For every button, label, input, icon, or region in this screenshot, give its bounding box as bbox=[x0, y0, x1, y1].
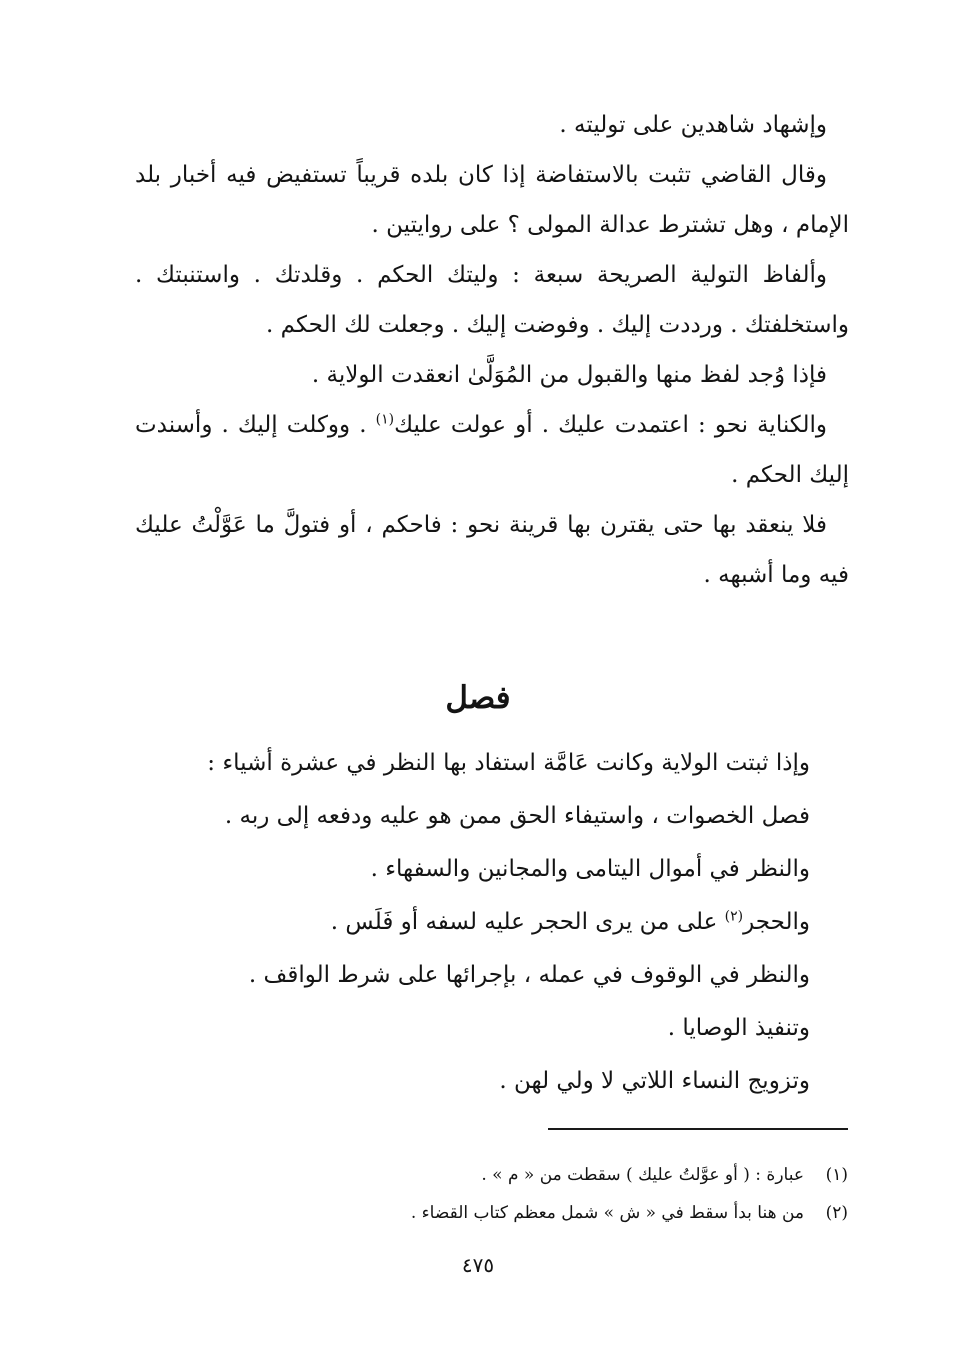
paragraph-explicit-words: وألفاظ التولية الصريحة سبعة : وليتك الحكم . وقلدتك . واستنبتك . واستخلفتك . ورددت إليك . وفوضت إليك . وجعلت لك الحكم . bbox=[135, 262, 849, 338]
hajr-text-start: والحجر bbox=[743, 909, 810, 935]
section-list bbox=[200, 737, 810, 1108]
list-item: والنظر في أموال اليتامى والمجانين والسفهاء . bbox=[370, 856, 810, 882]
paragraph-istifada: وقال القاضي تثبت بالاستفاضة إذا كان بلده قريباً تستفيض فيه أخبار بلد الإمام ، وهل تشترط عدالة المولى ؟ على روايتين . bbox=[135, 162, 849, 238]
footnote bbox=[300, 1194, 848, 1232]
kinaya-text-start: والكناية نحو : اعتمدت عليك . أو عولت عليك bbox=[394, 412, 827, 438]
footnote-text: عبارة : ( أو عوَّلتُ عليك ) سقطت من « م » . bbox=[481, 1165, 804, 1185]
list-item: فصل الخصوات ، واستيفاء الحق ممن هو عليه ودفعه إلى ربه . bbox=[224, 803, 810, 829]
section-intro: وإذا ثبتت الولاية وكانت عَامَّة استفاد بها النظر في عشرة أشياء : bbox=[207, 750, 810, 776]
list-item: والنظر في الوقوف في عمله ، بإجرائها على شرط الواقف . bbox=[248, 962, 810, 988]
main-text-block bbox=[135, 100, 849, 600]
footnote-ref-1: (١) bbox=[375, 411, 395, 428]
footnote-number: (٢) bbox=[825, 1203, 848, 1223]
paragraph-witnesses: وإشهاد شاهدين على توليته . bbox=[559, 112, 827, 138]
page-number: ٤٧٥ bbox=[461, 1253, 495, 1277]
kinaya-text-end: . ووكلت إليك . وأسندت إليك الحكم . bbox=[135, 412, 849, 488]
footnote bbox=[300, 1156, 848, 1194]
section-heading: فصل bbox=[445, 680, 511, 716]
paragraph-kinaya bbox=[135, 400, 849, 500]
footnote-ref-2: (٢) bbox=[724, 908, 744, 925]
list-item: وتنفيذ الوصايا . bbox=[667, 1015, 810, 1041]
list-item: وتزويج النساء اللاتي لا ولي لهن . bbox=[499, 1068, 810, 1094]
footnotes bbox=[300, 1156, 848, 1232]
footnote-number: (١) bbox=[825, 1165, 848, 1185]
hajr-text-end: على من يرى الحجر عليه لسفه أو فَلَس . bbox=[330, 909, 725, 935]
list-item bbox=[200, 896, 810, 949]
footnote-text: من هنا بدأ سقط في « ش » شمل معظم كتاب القضاء . bbox=[410, 1203, 804, 1223]
paragraph-acceptance: فإذا وُجد لفظ منها والقبول من المُوَلَّىٰ انعقدت الولاية . bbox=[311, 362, 827, 388]
footnote-divider bbox=[548, 1128, 848, 1130]
paragraph-condition: فلا ينعقد بها حتى يقترن بها قرينة نحو : فاحكم ، أو فتولَّ ما عَوَّلْتُ عليك فيه وما أشبهه . bbox=[135, 512, 849, 588]
